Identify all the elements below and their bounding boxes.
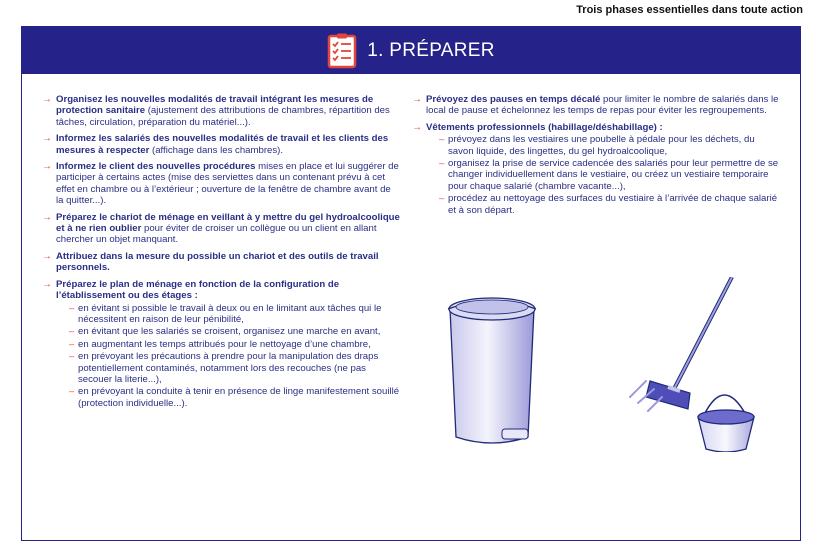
sub-item: – procédez au nettoyage des surfaces du vestiaire à l’arrivée de chaque salarié et à son départ. — [439, 193, 778, 216]
item-bold-text: Informez le client des nouvelles procédures — [56, 161, 256, 173]
right-column — [412, 94, 782, 221]
item-bold-text: Attribuez dans la mesure du possible un chariot et des outils de travail personnels. — [56, 250, 379, 274]
section-title: 1. PRÉPARER — [367, 39, 495, 61]
sub-item-text: en évitant si possible le travail à deux ou en le limitant aux tâches qui le nécessitent en raison de leur pénibilité, — [78, 302, 382, 325]
item-bold-text: Organisez les nouvelles modalités de travail intégrant les mesures de protection sanitaire — [56, 94, 374, 117]
arrow-bullet-icon: → — [412, 94, 422, 105]
arrow-bullet-icon: → — [42, 211, 52, 223]
floor-mop-icon — [630, 277, 732, 411]
arrow-bullet-icon: → — [42, 94, 52, 105]
item-bold-text: Préparez le plan de ménage en fonction de la configuration de l’établissement ou des étages : — [56, 278, 340, 302]
item-bold-text: Prévoyez des pauses en temps décalé — [426, 94, 601, 105]
item-bold-text: Vêtements professionnels (habillage/déshabillage) : — [426, 121, 663, 133]
sub-item-text: prévoyez dans les vestiaires une poubelle à pédale pour les déchets, du savon liquide, des lingettes, du gel hydroalcoolique, — [448, 134, 755, 157]
list-item — [42, 251, 400, 274]
section-frame — [21, 26, 801, 541]
document-header-title: Trois phases essentielles dans toute action — [576, 4, 803, 16]
sub-item: – en prévoyant la conduite à tenir en présence de linge manifestement souillé (protection individuelle...). — [69, 386, 400, 409]
arrow-bullet-icon: → — [42, 161, 52, 173]
list-item — [42, 161, 400, 207]
item-text: (ajustement des attributions de chambres, répartition des tâches, circulation, préparation du matériel...). — [56, 105, 390, 128]
item-bold-text: Préparez le chariot de ménage en veillant à y mettre du gel hydroalcoolique et à ne rien oublier — [56, 211, 400, 235]
item-text: mises en place et lui suggérer de participer à certains actes (mise des serviettes dans un contenant prévu à cet effet en chambre ou à l’extérieur ; ouverture de la fenêtre de chambre avant de la quitter...). — [56, 161, 399, 207]
list-item — [42, 133, 400, 156]
section-banner — [22, 27, 800, 74]
sub-item: – en augmentant les temps attribués pour le nettoyage d’une chambre, — [69, 338, 371, 350]
sub-item: – prévoyez dans les vestiaires une poubelle à pédale pour les déchets, du savon liquide, des lingettes, du gel hydroalcoolique, — [439, 134, 755, 157]
arrow-bullet-icon: → — [42, 250, 52, 262]
sub-item-text: procédez au nettoyage des surfaces du vestiaire à l’arrivée de chaque salarié et à son départ. — [448, 193, 778, 216]
sub-item: – en évitant que les salariés se croisent, organisez une marche en avant, — [69, 326, 381, 338]
cleaning-illustration — [442, 277, 802, 452]
sub-item: – en évitant si possible le travail à deux ou en le limitant aux tâches qui le nécessitent en raison de leur pénibilité, — [69, 302, 382, 325]
sub-item-text: en augmentant les temps attribués pour le nettoyage d’une chambre, — [78, 338, 371, 350]
sub-item-text: en prévoyant la conduite à tenir en présence de linge manifestement souillé (protection individuelle...). — [78, 386, 400, 409]
checklist-icon — [327, 33, 357, 69]
item-bold-text: Informez les salariés des nouvelles modalités de travail et les clients des mesures à respecter — [56, 133, 389, 156]
sub-item-text: organisez la prise de service cadencée des salariés pour leur permettre de se changer individuellement dans le vestiaire, ou créez un vestiaire temporaire pour chaque salarié (chambre vacante...), — [448, 158, 779, 192]
item-text: pour éviter de croiser un collègue ou un client en allant chercher un objet manquant. — [56, 223, 377, 246]
left-column — [42, 94, 400, 414]
arrow-bullet-icon: → — [42, 133, 52, 145]
sub-item: – en prévoyant les précautions à prendre pour la manipulation des draps potentiellement contaminés, notamment lors des recouches (ne pas secouer la literie...), — [69, 351, 379, 385]
sub-item-text: en évitant que les salariés se croisent, organisez une marche en avant, — [78, 326, 381, 338]
list-item — [412, 94, 782, 117]
arrow-bullet-icon: → — [412, 121, 422, 133]
list-item — [412, 122, 782, 216]
sub-item: – organisez la prise de service cadencée des salariés pour leur permettre de se changer individuellement dans le vestiaire, ou créez un vestiaire temporaire pour chaque salarié (chambre vacante...), — [439, 158, 779, 192]
bucket-icon — [698, 395, 754, 452]
list-item — [42, 279, 400, 409]
item-text: (affichage dans les chambres). — [149, 144, 284, 156]
arrow-bullet-icon: → — [42, 278, 52, 290]
list-item — [42, 212, 400, 246]
pedal-bin-icon — [448, 298, 536, 443]
sub-item-text: en prévoyant les précautions à prendre pour la manipulation des draps potentiellement contaminés, notamment lors des recouches (ne pas secouer la literie...), — [78, 351, 379, 385]
item-text: pour limiter le nombre de salariés dans le local de pause et échelonnez les temps de repas pour éviter les regroupements. — [426, 94, 779, 117]
list-item — [42, 94, 400, 128]
